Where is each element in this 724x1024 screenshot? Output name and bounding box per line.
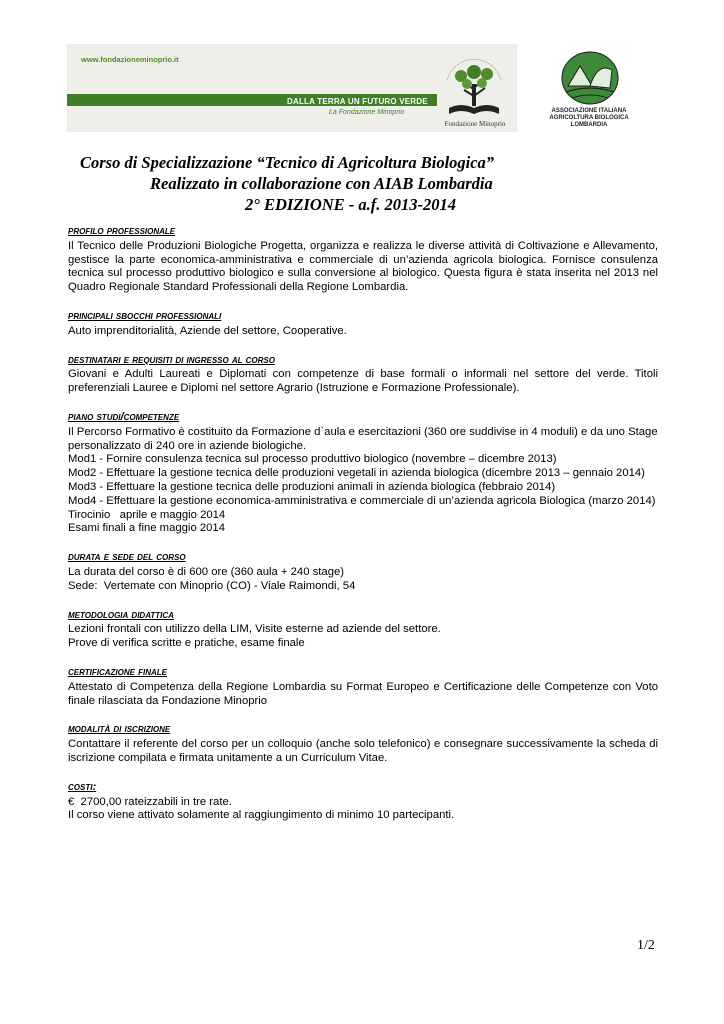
slogan-text: DALLA TERRA UN FUTURO VERDE (287, 97, 428, 106)
section-iscrizione (68, 723, 658, 765)
tree-book-logo-icon (439, 50, 509, 122)
foundation-subtitle: La Fondazione Minoprio (329, 109, 405, 116)
section-heading: principali sbocchi professionali (68, 309, 222, 322)
section-heading: profilo professionale (68, 225, 176, 237)
section-durata-sede (68, 551, 658, 593)
piano-intro: Il Percorso Formativo è costituito da Formazione d`aula e esercitazioni (360 ore suddivise in 4 moduli) e da uno Stage personalizzato di 240 ore in aziende biologiche. (68, 425, 658, 452)
section-destinatari (68, 354, 658, 396)
aiab-name (530, 108, 648, 129)
module-1: Mod1 - Fornire consulenza tecnica sul processo produttivo biologico (novembre – dicembre 2013) (68, 453, 557, 466)
section-text: Lezioni frontali con utilizzo della LIM, Visite esterne ad aziende del settore. (68, 623, 441, 636)
module-2: Mod2 - Effettuare la gestione tecnica delle produzioni vegetali in azienda biologica (dicembre 2013 – gennaio 2014) (68, 467, 645, 480)
section-costi (68, 781, 658, 823)
section-heading: metodologia didattica (68, 608, 174, 621)
aiab-line-2: AGRICOLTURA BIOLOGICA (549, 115, 629, 121)
section-text: Contattare il referente del corso per un colloquio (anche solo telefonico) e consegnare successivamente la scheda di iscrizione compilata e firmata unitamente a un Curriculum Vitae. (68, 738, 658, 764)
aiab-line-3: LOMBARDIA (570, 122, 608, 128)
section-heading: certificazione finale (68, 665, 167, 678)
section-text: Giovani e Adulti Laureati e Diplomati con competenze di base formali o informali nel settore del verde. Titoli preferenziali Lauree e Diplomi nel settore Agrario (Istruzione e Formazione Professionale). (68, 368, 658, 395)
document-body (68, 225, 658, 838)
page-number: 1/2 (637, 938, 655, 953)
module-4: Mod4 - Effettuare la gestione economica-amministrativa e commerciale di un’azienda agricola Biologica (marzo 2014) (68, 494, 656, 507)
cost-note: Il corso viene attivato solamente al raggiungimento di minimo 10 partecipanti. (68, 809, 455, 822)
section-heading: modalità di iscrizione (68, 723, 171, 736)
tree-logo-label: Fondazione Minoprio (444, 120, 506, 128)
section-certificazione (68, 666, 658, 708)
section-text: Prove di verifica scritte e pratiche, esame finale (68, 637, 305, 650)
esami-finali: Esami finali a fine maggio 2014 (68, 522, 225, 535)
section-piano-studi (68, 411, 658, 536)
section-heading: destinatari e requisiti di ingresso al corso (68, 353, 275, 366)
document-title (70, 152, 670, 215)
section-text: Auto imprenditorialità, Aziende del settore, Cooperative. (68, 324, 347, 337)
section-heading: costi: (68, 780, 97, 793)
section-metodologia (68, 609, 658, 651)
cost-amount: € 2700,00 rateizzabili in tre rate. (68, 795, 232, 808)
section-heading: piano studi/competenze (68, 410, 180, 423)
website-url: www.fondazioneminoprio.it (81, 55, 179, 64)
tirocinio: Tirocinio aprile e maggio 2014 (68, 508, 226, 521)
section-heading: durata e sede del corso (68, 551, 186, 564)
title-line-1: Corso di Specializzazione “Tecnico di Agricoltura Biologica” (80, 153, 495, 172)
section-profilo (68, 225, 658, 295)
section-sbocchi (68, 310, 658, 339)
section-text: Il Tecnico delle Produzioni Biologiche Progetta, organizza e realizza le diverse attività di Coltivazione e Allevamento, gestisce la parte economica-amministrativa e commerciale di un’azienda agricola biologica. Fornisce consulenza tecnica sul processo produttivo biologico e sulla conversione al biologico. Questa figura è stata inserita nel 2013 nel Quadro Regionale Standard Professionali della Regione Lombardia. (68, 239, 658, 294)
aiab-line-1: ASSOCIAZIONE ITALIANA (551, 108, 627, 114)
durata-text: La durata del corso è di 600 ore (360 aula + 240 stage) (68, 565, 345, 578)
title-line-3: 2° EDIZIONE - a.f. 2013-2014 (245, 195, 457, 214)
sede-text: Sede: Vertemate con Minoprio (CO) - Viale Raimondi, 54 (68, 579, 356, 592)
title-line-2: Realizzato in collaborazione con AIAB Lombardia (150, 174, 493, 193)
module-3: Mod3 - Effettuare la gestione tecnica delle produzioni animali in azienda biologica (febbraio 2014) (68, 480, 556, 493)
header-banner (67, 44, 517, 132)
section-text: Attestato di Competenza della Regione Lombardia su Format Europeo e Certificazione delle Competenze con Voto finale rilasciata da Fondazione Minoprio (68, 680, 658, 707)
